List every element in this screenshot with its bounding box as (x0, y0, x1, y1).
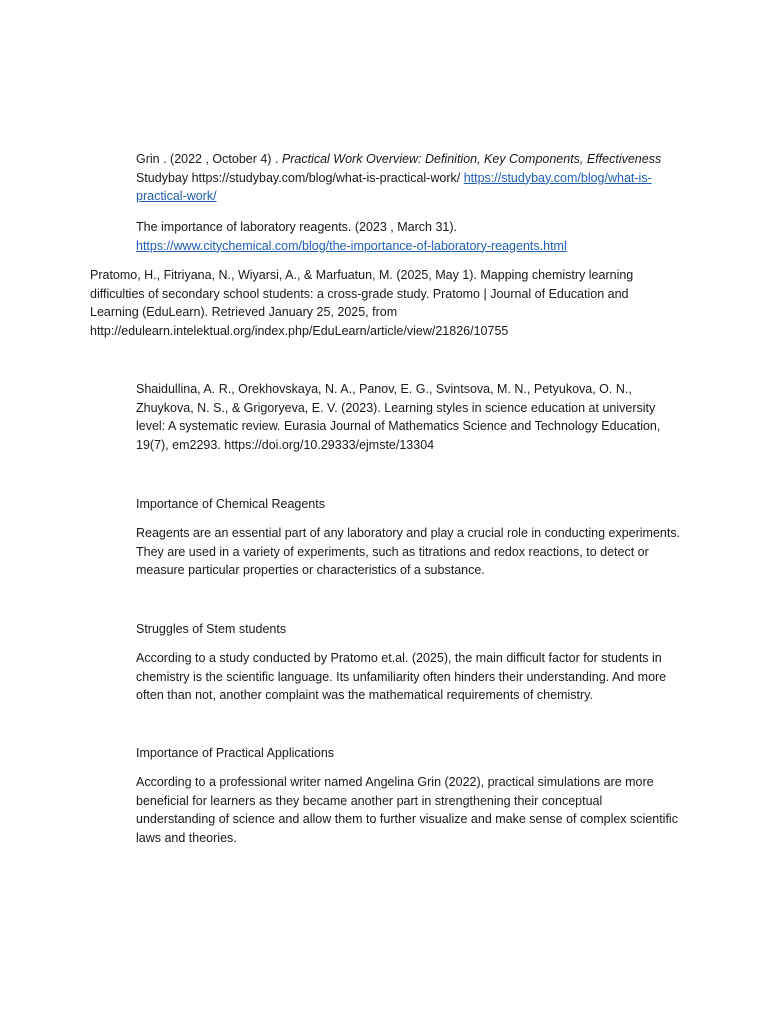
reference-grin-lead: Grin . (2022 , October 4) . (136, 152, 282, 166)
section-body-struggles: According to a study conducted by Pratomo et.al. (2025), the main difficult factor for students in chemistry is the scientific language. Its unfamiliarity often hinders their understanding. And more often than not, another complaint was the mathematical requirements of chemistry. (136, 651, 667, 702)
section-heading-struggles: Struggles of Stem students (136, 622, 287, 636)
reference-grin-link[interactable]: https://studybay.com/blog/what-is-practical-work/ (136, 170, 652, 203)
section-body-reagents: Reagents are an essential part of any laboratory and play a crucial role in conducting experiments. They are used in a variety of experiments, such as titrations and redox reactions, to detect or measure particular properties or characteristics of a substance. (136, 526, 681, 577)
reference-reagents-link[interactable]: https://www.citychemical.com/blog/the-importance-of-laboratory-reagents.html (136, 238, 567, 253)
reference-pratomo: Pratomo, H., Fitriyana, N., Wiyarsi, A., & Marfuatun, M. (2025, May 1). Mapping chemistry learning difficulties of secondary school students: a cross-grade study. Pratomo | Journal of Education and Learning (EduLearn). Retrieved January 25, 2025, from http://edulearn.intelektual.org/index.php/EduLearn/article/view/21826/10755 (90, 268, 634, 338)
reference-grin (136, 150, 681, 206)
reference-reagents-text: The importance of laboratory reagents. (2023 , March 31). (136, 220, 457, 234)
reference-grin-title: Practical Work Overview: Definition, Key Components, Effectiveness (281, 152, 662, 166)
reference-shaidullina: Shaidullina, A. R., Orekhovskaya, N. A., Panov, E. G., Svintsova, M. N., Petyukova, O. N., Zhuykova, N. S., & Grigoryeva, E. V. (2023). Learning styles in science education at university level: A systematic review. Eurasia Journal of Mathematics Science and Technology Education, 19(7), em2293. https://doi.org/10.29333/ejmste/13304 (136, 382, 661, 452)
section-heading-practical: Importance of Practical Applications (136, 746, 335, 760)
reference-reagents (136, 218, 681, 255)
reference-grin-source: Studybay https://studybay.com/blog/what-is-practical-work/ (136, 170, 464, 185)
section-heading-reagents: Importance of Chemical Reagents (136, 497, 325, 511)
section-body-practical: According to a professional writer named Angelina Grin (2022), practical simulations are more beneficial for learners as they became another part in strengthening their conceptual understanding of science and allow them to further visualize and make sense of complex scientific laws and theories. (136, 775, 678, 845)
